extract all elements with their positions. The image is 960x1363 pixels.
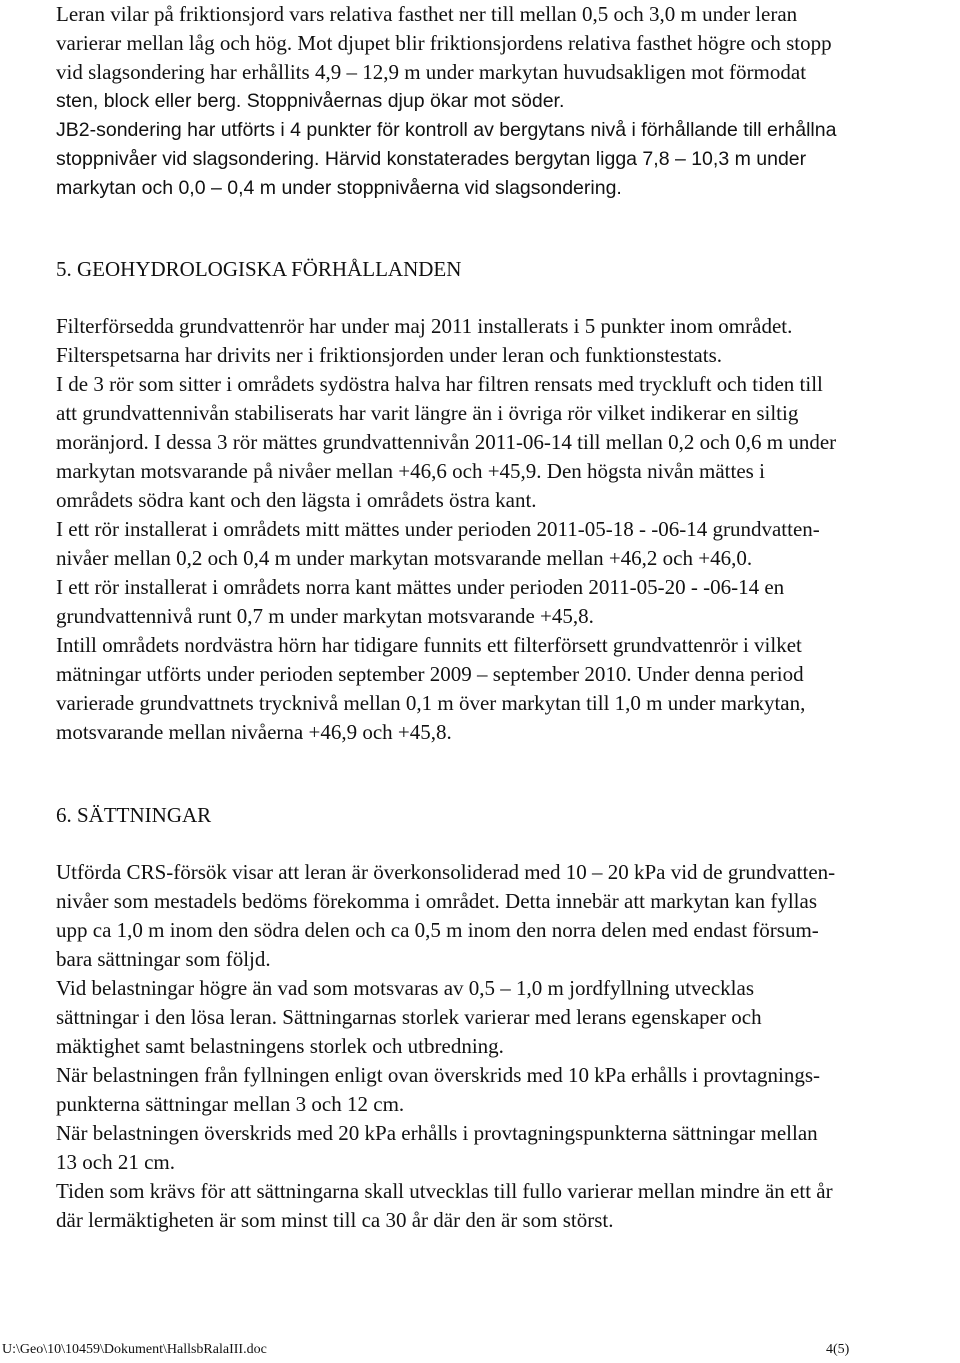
intro-paragraph-sans	[56, 87, 956, 203]
text-line: upp ca 1,0 m inom den södra delen och ca 0,5 m inom den norra delen med endast försum-	[56, 918, 819, 942]
text-line: När belastningen överskrids med 20 kPa erhålls i provtagningspunkterna sättningar mellan	[56, 1121, 818, 1145]
text-line: Utförda CRS-försök visar att leran är överkonsoliderad med 10 – 20 kPa vid de grundvatten-	[56, 860, 836, 884]
section-5-body	[56, 312, 956, 747]
footer-page-number: 4(5)	[826, 1342, 850, 1357]
text-line: 13 och 21 cm.	[56, 1150, 175, 1174]
section-5-heading: 5. GEOHYDROLOGISKA FÖRHÅLLANDEN	[56, 257, 462, 281]
text-line: I de 3 rör som sitter i områdets sydöstra halva har filtren rensats med tryckluft och tiden till	[56, 372, 823, 396]
intro-paragraph-serif	[56, 0, 956, 87]
text-line: där lermäktigheten är som minst till ca 30 år där den är som störst.	[56, 1208, 614, 1232]
text-line: Filterspetsarna har drivits ner i friktionsjorden under leran och funktionstestats.	[56, 343, 723, 367]
text-line: Leran vilar på friktionsjord vars relativa fasthet ner till mellan 0,5 och 3,0 m under leran	[56, 2, 798, 26]
text-line: I ett rör installerat i områdets mitt mättes under perioden 2011-05-18 - -06-14 grundvatten-	[56, 517, 820, 541]
text-line: markytan och 0,0 – 0,4 m under stoppnivåerna vid slagsondering.	[56, 177, 622, 199]
text-line: varierar mellan låg och hög. Mot djupet blir friktionsjordens relativa fasthet högre och stopp	[56, 31, 832, 55]
text-line: Tiden som krävs för att sättningarna skall utvecklas till fullo varierar mellan mindre än ett år	[56, 1179, 833, 1203]
text-line: nivåer som mestadels bedöms förekomma i området. Detta innebär att markytan kan fyllas	[56, 889, 818, 913]
text-line: vid slagsondering har erhållits 4,9 – 12,9 m under markytan huvudsakligen mot förmodat	[56, 60, 807, 84]
text-line: Vid belastningar högre än vad som motsvaras av 0,5 – 1,0 m jordfyllning utvecklas	[56, 976, 755, 1000]
text-line: bara sättningar som följd.	[56, 947, 271, 971]
text-line: punkterna sättningar mellan 3 och 12 cm.	[56, 1092, 405, 1116]
text-line: Filterförsedda grundvattenrör har under maj 2011 installerats i 5 punkter inom området.	[56, 314, 793, 338]
text-line: varierade grundvattnets trycknivå mellan 0,1 m över markytan till 1,0 m under markytan,	[56, 691, 806, 715]
section-6-body	[56, 858, 956, 1235]
text-line: stoppnivåer vid slagsondering. Härvid konstaterades bergytan ligga 7,8 – 10,3 m under	[56, 148, 807, 170]
text-line: områdets södra kant och den lägsta i områdets östra kant.	[56, 488, 537, 512]
text-line: JB2-sondering har utförts i 4 punkter för kontroll av bergytans nivå i förhållande till erhållna	[56, 119, 837, 141]
text-line: nivåer mellan 0,2 och 0,4 m under markytan motsvarande mellan +46,2 och +46,0.	[56, 546, 753, 570]
text-line: att grundvattennivån stabiliserats har varit längre än i övriga rör vilket indikerar en siltig	[56, 401, 799, 425]
text-line: Intill områdets nordvästra hörn har tidigare funnits ett filterförsett grundvattenrör i vilket	[56, 633, 802, 657]
section-6-heading: 6. SÄTTNINGAR	[56, 803, 212, 827]
footer-file-path: U:\Geo\10\10459\Dokument\HallsbRalaIII.doc	[2, 1342, 267, 1357]
text-line: I ett rör installerat i områdets norra kant mättes under perioden 2011-05-20 - -06-14 en	[56, 575, 785, 599]
text-line: sten, block eller berg. Stoppnivåernas djup ökar mot söder.	[56, 90, 565, 112]
text-line: markytan motsvarande på nivåer mellan +46,6 och +45,9. Den högsta nivån mättes i	[56, 459, 765, 483]
text-line: När belastningen från fyllningen enligt ovan överskrids med 10 kPa erhålls i provtagnings-	[56, 1063, 820, 1087]
text-line: motsvarande mellan nivåerna +46,9 och +45,8.	[56, 720, 452, 744]
text-line: grundvattennivå runt 0,7 m under markytan motsvarande +45,8.	[56, 604, 594, 628]
text-line: mäktighet samt belastningens storlek och utbredning.	[56, 1034, 504, 1058]
text-line: mätningar utförts under perioden september 2009 – september 2010. Under denna period	[56, 662, 804, 686]
text-line: moränjord. I dessa 3 rör mättes grundvattennivån 2011-06-14 till mellan 0,2 och 0,6 m under	[56, 430, 837, 454]
text-line: sättningar i den lösa leran. Sättningarnas storlek varierar med lerans egenskaper och	[56, 1005, 762, 1029]
